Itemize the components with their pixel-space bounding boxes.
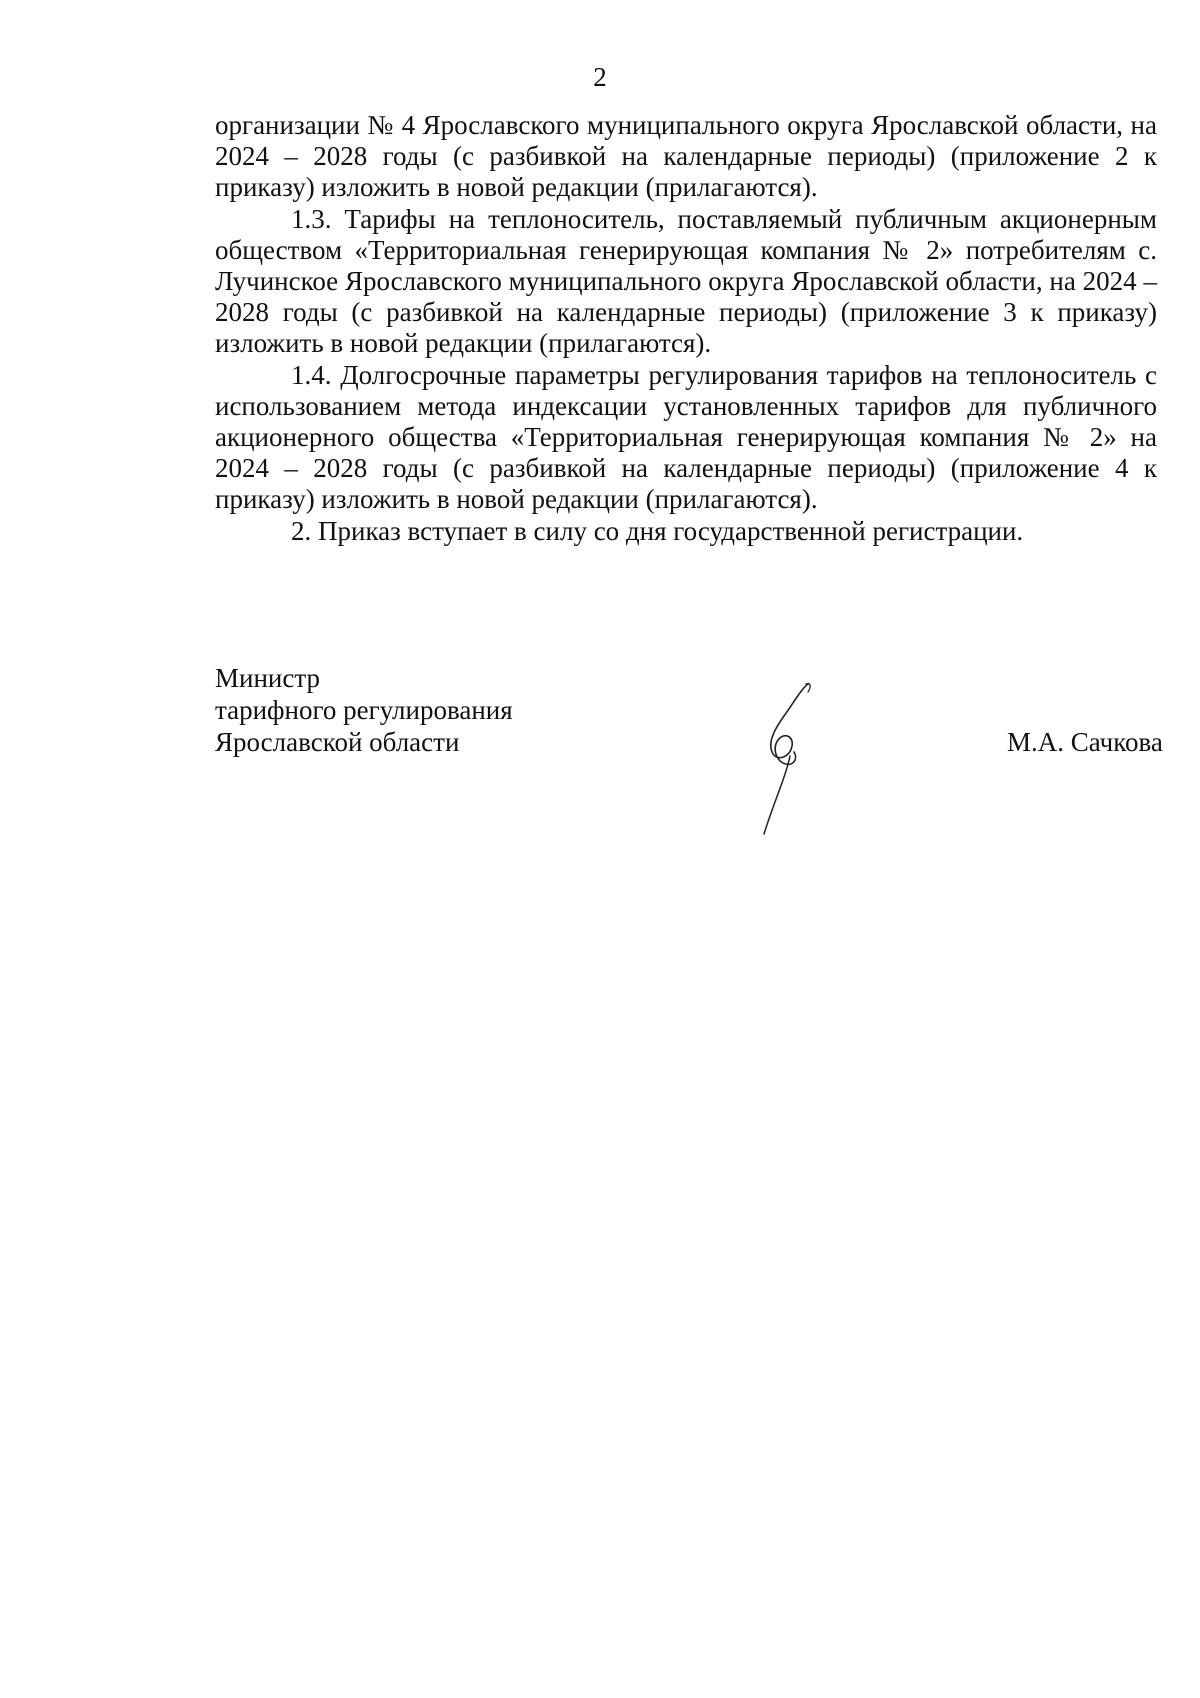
handwritten-signature (750, 680, 840, 840)
signatory-title (215, 662, 513, 758)
signatory-title-line: Министр (215, 663, 320, 693)
page-number: 2 (593, 62, 607, 92)
signatory-title-line: Ярославской области (215, 727, 460, 757)
document-body (215, 110, 1157, 547)
paragraph-1-4: 1.4. Долгосрочные параметры регулирования тарифов на теплоноситель с использованием метода индексации установленных тарифов для публичного акционерного общества «Территориальная генерирующая компания № 2» на 2024 – 2028 годы (с разбивкой на календарные периоды) (приложение 4 к приказу) изложить в новой редакции (прилагаются). (215, 359, 1157, 515)
paragraph-1-3: 1.3. Тарифы на теплоноситель, поставляемый публичным акционерным обществом «Территориальная генерирующая компания № 2» потребителям с. Лучинское Ярославского муниципального округа Ярославской области, на 2024 – 2028 годы (с разбивкой на календарные периоды) (приложение 3 к приказу) изложить в новой редакции (прилагаются). (215, 203, 1157, 359)
signatory-name: М.А. Сачкова (1007, 727, 1163, 757)
paragraph-continuation: организации № 4 Ярославского муниципального округа Ярославской области, на 2024 – 2028 годы (с разбивкой на календарные периоды) (приложение 2 к приказу) изложить в новой редакции (прилагаются). (215, 110, 1157, 203)
paragraph-2: 2. Приказ вступает в силу со дня государственной регистрации. (291, 515, 1024, 546)
signatory-title-line: тарифного регулирования (215, 695, 513, 725)
